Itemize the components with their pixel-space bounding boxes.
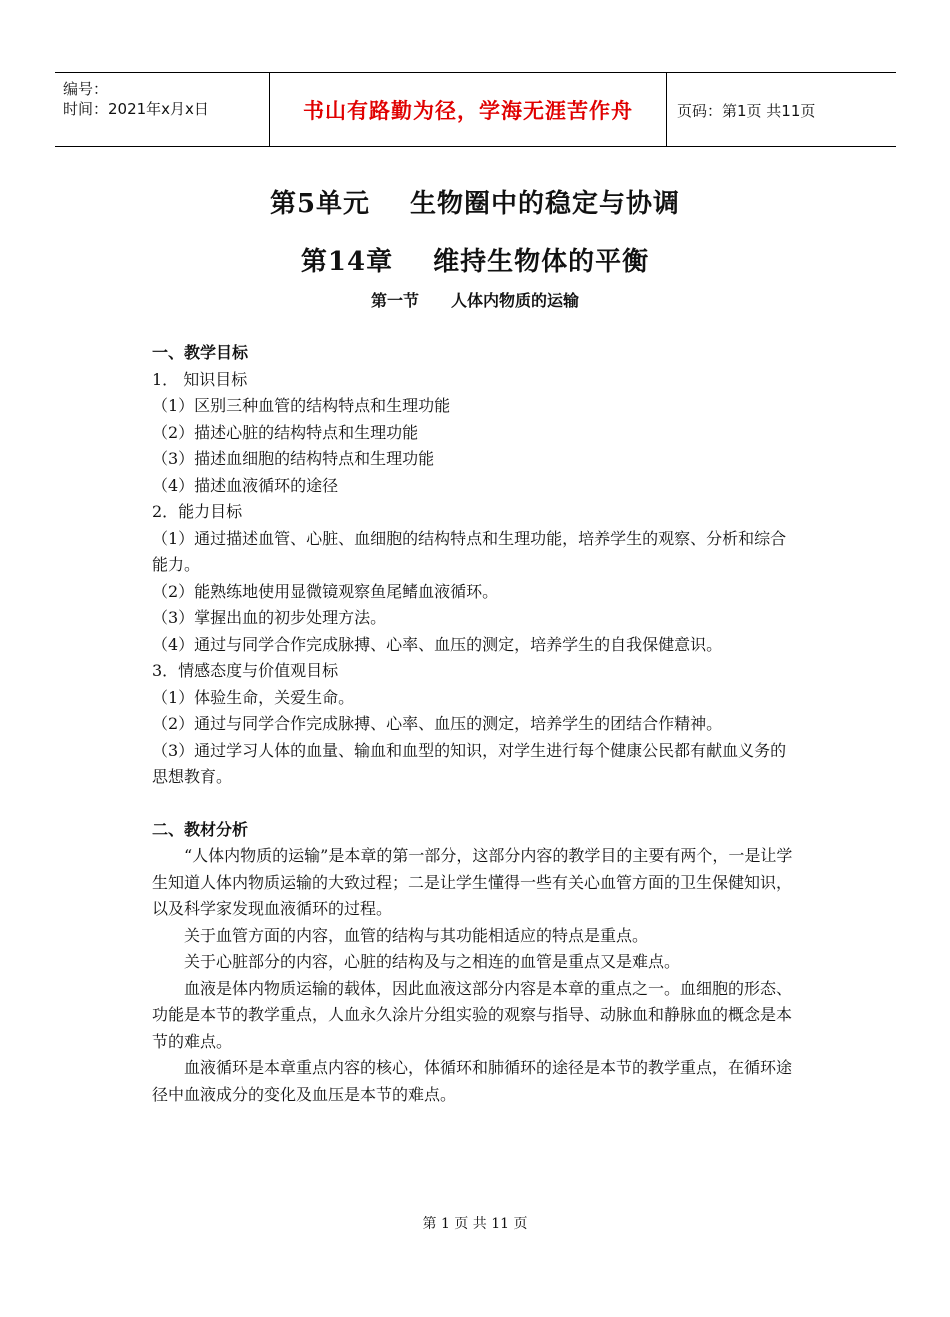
analysis-paragraph: 血液是体内物质运输的载体，因此血液这部分内容是本章的重点之一。血细胞的形态、功能是本节的教学重点，人血永久涂片分组实验的观察与指导、动脉血和静脉血的概念是本节的难点。 (152, 978, 793, 1051)
ability-item: （4）通过与同学合作完成脉搏、心率、血压的测定，培养学生的自我保健意识。 (152, 634, 723, 654)
header-meta (63, 79, 209, 119)
emotion-heading: 3．情感态度与价值观目标 (152, 661, 339, 680)
header-motto: 书山有路勤为径，学海无涯苦作舟 (269, 73, 667, 146)
header-page-info: 页码：第1页 共11页 (677, 102, 816, 120)
analysis-paragraph: 关于心脏部分的内容，心脏的结构及与之相连的血管是重点又是难点。 (184, 952, 681, 971)
emotion-item: （3）通过学习人体的血量、输血和血型的知识，对学生进行每个健康公民都有献血义务的思想教育。 (152, 740, 787, 786)
knowledge-heading: 1． 知识目标 (152, 369, 248, 389)
unit-prefix: 第5单元 (269, 189, 371, 219)
objectives-heading: 一、教学目标 (152, 343, 249, 362)
ability-item: （1）通过描述血管、心脏、血细胞的结构特点和生理功能，培养学生的观察、分析和综合能力。 (152, 528, 787, 574)
unit-title (0, 183, 950, 220)
section-prefix: 第一节 (370, 291, 419, 310)
document-body (152, 340, 802, 1108)
page-footer: 第 1 页 共 11 页 (422, 1216, 528, 1232)
document-number-label: 编号： (63, 80, 109, 98)
ability-item: （3）掌握出血的初步处理方法。 (152, 608, 387, 627)
knowledge-item: （2）描述心脏的结构特点和生理功能 (152, 422, 419, 442)
analysis-paragraph: 关于血管方面的内容，血管的结构与其功能相适应的特点是重点。 (184, 925, 649, 945)
document-time-label: 时间：2021年x月x日 (63, 100, 209, 118)
knowledge-item: （4）描述血液循环的途径 (152, 475, 339, 495)
knowledge-item: （1）区别三种血管的结构特点和生理功能 (152, 396, 451, 415)
chapter-name: 维持生物体的平衡 (433, 247, 650, 277)
section-title (0, 288, 950, 311)
unit-name: 生物圈中的稳定与协调 (410, 189, 681, 219)
chapter-title (0, 241, 950, 278)
emotion-item: （2）通过与同学合作完成脉搏、心率、血压的测定，培养学生的团结合作精神。 (152, 714, 723, 733)
ability-heading: 2．能力目标 (152, 502, 243, 521)
ability-item: （2）能熟练地使用显微镜观察鱼尾鳍血液循环。 (152, 581, 499, 601)
analysis-heading: 二、教材分析 (152, 819, 249, 839)
knowledge-item: （3）描述血细胞的结构特点和生理功能 (152, 449, 435, 468)
analysis-paragraph: 血液循环是本章重点内容的核心，体循环和肺循环的途径是本节的教学重点，在循环途径中血液成分的变化及血压是本节的难点。 (152, 1058, 793, 1104)
emotion-item: （1）体验生命，关爱生命。 (152, 687, 355, 707)
page-header (55, 72, 896, 147)
analysis-paragraph: “人体内物质的运输”是本章的第一部分，这部分内容的教学目的主要有两个，一是让学生知道人体内物质运输的大致过程；二是让学生懂得一些有关心血管方面的卫生保健知识，以及科学家发现血液循环的过程。 (152, 846, 793, 918)
section-name: 人体内物质的运输 (451, 291, 580, 310)
chapter-prefix: 第14章 (300, 247, 394, 277)
